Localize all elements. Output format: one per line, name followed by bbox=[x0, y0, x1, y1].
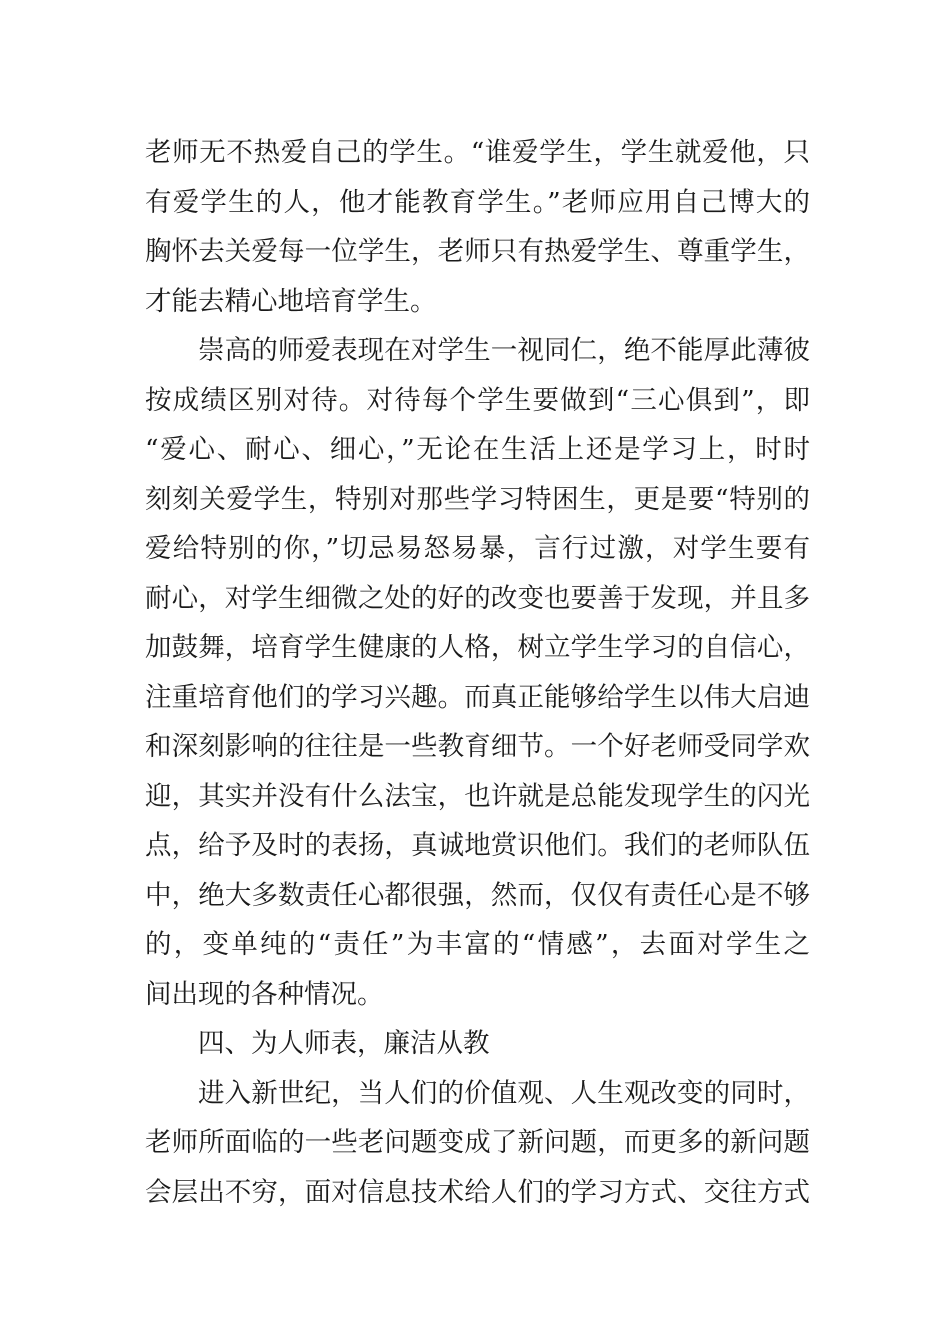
document-body bbox=[145, 128, 810, 1217]
text-line: 老师无不热爱自己的学生。“谁爱学生，学生就爱他，只 bbox=[145, 137, 810, 168]
paragraph-1 bbox=[145, 128, 810, 326]
text-line: 刻刻关爱学生，特别对那些学习特困生，更是要“特别的 bbox=[145, 483, 810, 515]
text-line: “爱心、耐心、细心，”无论在生活上还是学习上，时时 bbox=[145, 434, 810, 465]
text-line: 点，给予及时的表扬，真诚地赏识他们。我们的老师队伍 bbox=[145, 830, 810, 861]
text-line: 会层出不穷，面对信息技术给人们的学习方式、交往方式 bbox=[145, 1176, 810, 1208]
text-line: 才能去精心地培育学生。 bbox=[145, 285, 437, 317]
text-line: 爱给特别的你，”切忌易怒易暴，言行过激，对学生要有 bbox=[145, 533, 810, 564]
text-line: 有爱学生的人，他才能教育学生。”老师应用自己博大的 bbox=[145, 186, 810, 218]
text-line: 按成绩区别对待。对待每个学生要做到“三心俱到”，即 bbox=[145, 384, 810, 416]
text-line: 进入新世纪，当人们的价值观、人生观改变的同时， bbox=[198, 1077, 810, 1109]
text-line: 中，绝大多数责任心都很强，然而，仅仅有责任心是不够 bbox=[145, 879, 810, 911]
text-line: 加鼓舞，培育学生健康的人格，树立学生学习的自信心， bbox=[145, 632, 810, 663]
text-line: 注重培育他们的学习兴趣。而真正能够给学生以伟大启迪 bbox=[145, 681, 810, 713]
heading-line: 四、为人师表，廉洁从教 bbox=[198, 1028, 490, 1059]
paragraph-2 bbox=[145, 326, 810, 1019]
text-line: 老师所面临的一些老问题变成了新问题，而更多的新问题 bbox=[145, 1127, 810, 1158]
text-line: 崇高的师爱表现在对学生一视同仁，绝不能厚此薄彼 bbox=[198, 335, 810, 366]
text-line: 耐心，对学生细微之处的好的改变也要善于发现，并且多 bbox=[145, 582, 810, 614]
text-line: 迎，其实并没有什么法宝，也许就是总能发现学生的闪光 bbox=[145, 780, 810, 812]
text-line: 胸怀去关爱每一位学生，老师只有热爱学生、尊重学生， bbox=[145, 236, 810, 267]
text-line: 间出现的各种情况。 bbox=[145, 978, 384, 1010]
text-line: 和深刻影响的往往是一些教育细节。一个好老师受同学欢 bbox=[145, 731, 810, 762]
section-heading bbox=[145, 1019, 810, 1069]
paragraph-3 bbox=[145, 1069, 810, 1218]
text-line: 的，变单纯的“责任”为丰富的“情感”，去面对学生之 bbox=[145, 929, 810, 960]
